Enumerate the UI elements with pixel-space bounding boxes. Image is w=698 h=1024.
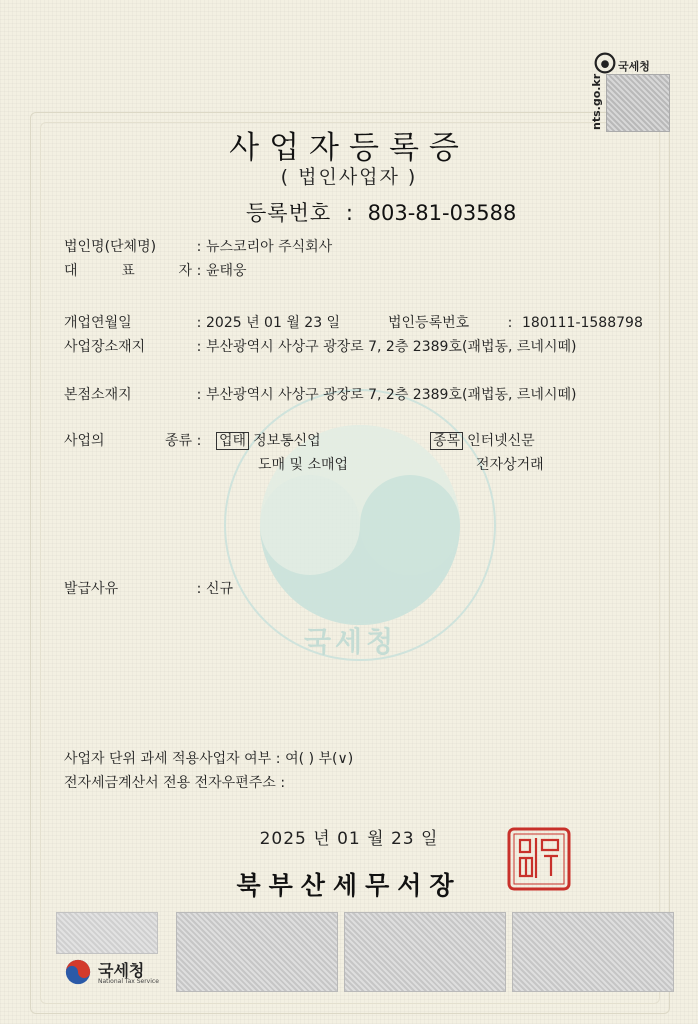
corp-name-label: 법인명(단체명) bbox=[64, 239, 157, 255]
email-label: 전자세금계산서 전용 전자우편주소 bbox=[64, 775, 276, 791]
official-seal-stamp bbox=[506, 826, 572, 892]
field-issue-reason: 발급사유 : 신규 bbox=[64, 578, 233, 598]
category-tag: 업태 bbox=[216, 432, 249, 450]
representative-value: 윤태웅 bbox=[206, 263, 247, 279]
field-open-date: 개업연월일 : 2025 년 01 월 23 일 법인등록번호 : 180111-1588798 bbox=[64, 312, 643, 332]
security-pattern-3 bbox=[512, 912, 674, 992]
registration-number-value: 803-81-03588 bbox=[367, 201, 517, 225]
unit-tax-label: 사업자 단위 과세 적용사업자 여부 bbox=[64, 751, 272, 767]
representative-label: 대 표 자 bbox=[64, 263, 192, 279]
nts-url: nts.go.kr bbox=[590, 73, 603, 130]
hq-address-value: 부산광역시 사상구 광장로 7, 2층 2389호(괘법동, 르네시떼) bbox=[206, 387, 577, 403]
document-title: 사업자등록증 bbox=[229, 130, 469, 166]
nts-taeguk-icon bbox=[64, 958, 92, 986]
nts-bottom-name: 국세청 bbox=[98, 961, 145, 980]
business-address-label: 사업장소재지 bbox=[64, 339, 146, 355]
category-2: 도매 및 소매업 bbox=[258, 457, 349, 473]
hq-address-label: 본점소재지 bbox=[64, 387, 132, 403]
watermark-text: 국세청 bbox=[304, 625, 398, 658]
corp-name-value: 뉴스코리아 주식회사 bbox=[206, 239, 333, 255]
corp-reg-no-label: 법인등록번호 bbox=[388, 315, 470, 331]
nts-bottom-english: National Tax Service bbox=[98, 978, 159, 985]
issue-date: 2025 년 01 월 23 일 bbox=[259, 829, 439, 849]
field-business-address: 사업장소재지 : 부산광역시 사상구 광장로 7, 2층 2389호(괘법동, 르네시떼) bbox=[64, 336, 576, 356]
business-address-value: 부산광역시 사상구 광장로 7, 2층 2389호(괘법동, 르네시떼) bbox=[206, 339, 577, 355]
item-2: 전자상거래 bbox=[476, 457, 544, 473]
field-representative: 대 표 자 : 윤태웅 bbox=[64, 260, 247, 280]
nts-header-label: 국세청 bbox=[618, 60, 650, 73]
issuing-office: 북부산세무서장 bbox=[236, 871, 462, 900]
security-pattern-left bbox=[56, 912, 158, 954]
business-category-block bbox=[216, 430, 348, 474]
field-corp-name: 법인명(단체명) : 뉴스코리아 주식회사 bbox=[64, 236, 332, 256]
corp-reg-no-value: 180111-1588798 bbox=[522, 315, 643, 331]
item-tag: 종목 bbox=[430, 432, 463, 450]
registration-number-colon: : bbox=[345, 201, 353, 225]
issue-reason-value: 신규 bbox=[206, 581, 234, 597]
security-pattern-2 bbox=[344, 912, 506, 992]
registration-number-row bbox=[246, 197, 516, 227]
security-pattern-1 bbox=[176, 912, 338, 992]
field-email: 전자세금계산서 전용 전자우편주소 : bbox=[64, 775, 286, 791]
issue-reason-label: 발급사유 bbox=[64, 581, 119, 597]
category-1: 정보통신업 bbox=[253, 433, 321, 449]
open-date-value: 2025 년 01 월 23 일 bbox=[206, 315, 341, 331]
nts-bottom-logo bbox=[64, 958, 164, 990]
document-subtitle: ( 법인사업자 ) bbox=[280, 166, 418, 188]
business-type-label: 사업의 종류 bbox=[64, 433, 192, 449]
field-hq-address: 본점소재지 : 부산광역시 사상구 광장로 7, 2층 2389호(괘법동, 르네시떼) bbox=[64, 384, 576, 404]
field-unit-tax: 사업자 단위 과세 적용사업자 여부 : 여( ) 부(∨) bbox=[64, 751, 354, 767]
nts-face-icon bbox=[594, 52, 616, 74]
open-date-label: 개업연월일 bbox=[64, 315, 132, 331]
field-business-type: 사업의 종류 : bbox=[64, 430, 206, 450]
registration-number-label: 등록번호 bbox=[246, 201, 332, 225]
item-1: 인터넷신문 bbox=[467, 433, 535, 449]
unit-tax-value: 여( ) 부(∨) bbox=[285, 751, 354, 767]
business-item-block bbox=[430, 430, 544, 474]
